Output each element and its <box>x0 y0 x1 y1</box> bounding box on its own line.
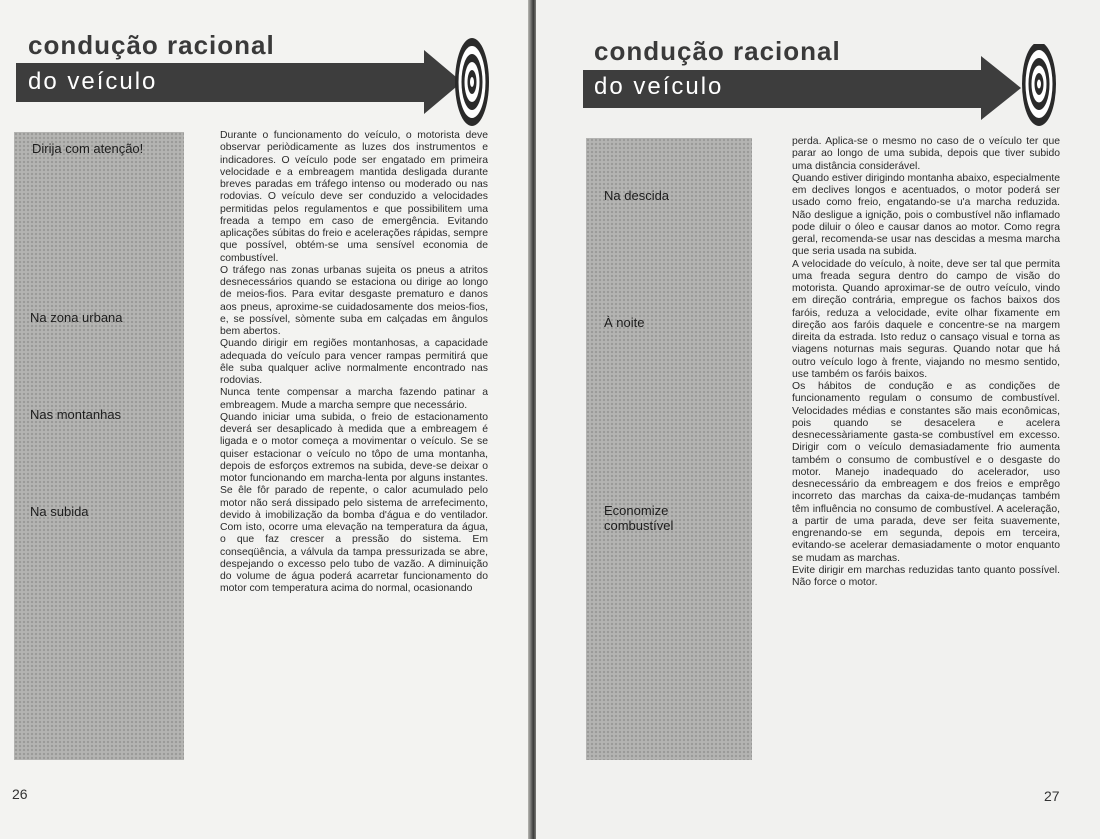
paragraph: A velocidade do veículo, à noite, deve ser tal que permita uma freada segura dentro do campo de visão do motorista. Quando aproximar-se de outro veículo, vindo em direção contrária, empregue os fachos baixos dos faróis, reduza a velocidade, evite olhar fixamente em direção aos faróis daquele e concentre-se na margem direita da estrada. Isto reduz o cansaço visual e torna as viagens noturnas mais seguras. Quando notar que há outro veículo logo à frente, viajando no mesmo sentido, use também os faróis baixos. <box>792 258 1060 380</box>
right-page <box>536 0 1100 839</box>
page-number: 27 <box>1044 788 1060 804</box>
paragraph: Quando estiver dirigindo montanha abaixo, especialmente em declives longos e acentuados, o motor poderá ser usado como freio, engatando-se u'a marcha reduzida. Não desligue a ignição, pois o combustível não inflamado pode diluir o óleo e causar danos ao motor. Como regra geral, recomenda-se usar nas descidas a mesma marcha que seria usada na subida. <box>792 172 1061 258</box>
target-icon <box>1022 44 1056 126</box>
side-head-montanhas: Nas montanhas <box>30 407 122 422</box>
paragraph: perda. Aplica-se o mesmo no caso de o veículo ter que parar ao longo de uma subida, depois que tiver subido uma distância considerável. <box>792 136 1060 172</box>
sidebar-column <box>14 132 184 760</box>
side-head-subida: Na subida <box>30 504 89 519</box>
target-icon <box>455 38 489 126</box>
paragraph: O tráfego nas zonas urbanas sujeita os pneus a atritos desnecessários quando se estaciona ou dirige ao longo de meios-fios. Para evitar desgaste prematuro e danos aos pneus, aproxime-se cuidadosamente dos meios-fios, e, se possível, sòmente suba em calçadas em ângulos bem abertos. <box>220 264 488 337</box>
paragraph: Quando iniciar uma subida, o freio de estacionamento deverá ser desaplicado à medida que a embreagem é ligada e o motor começa a movimentar o veículo. Se se quiser estacionar o veículo no tôpo de uma montanha, depois de esforços extremos na subida, deve-se deixar o motor funcionando em marcha-lenta por alguns instantes. Se êle fôr parado de repente, o calor acumulado pelo motor não será dissipado pelo sistema de arrefecimento, devido à imobilização da bomba d'água e do ventilador. Com isto, ocorre uma elevação na temperatura da água, o que faz crescer a pressão do sistema. Em conseqüência, a válvula da tampa pressurizada se abre, despejando o excesso pelo tubo de vazão. A diminuição do volume de água poderá acarretar funcionamento do motor com temperatura acima do normal, ocasionando <box>220 411 488 595</box>
paragraph: Nunca tente compensar a marcha fazendo patinar a embreagem. Mude a marcha sempre que necessário. <box>220 387 488 411</box>
side-head-noite: À noite <box>604 315 645 330</box>
side-head-descida: Na descida <box>604 188 670 203</box>
paragraph: Quando dirigir em regiões montanhosas, a capacidade adequada do veículo para vencer rampas permitirá que êle suba qualquer aclive normalmente encontrado nas rodovias. <box>220 338 488 386</box>
paragraph: Durante o funcionamento do veículo, o motorista deve observar periòdicamente as luzes dos instrumentos e indicadores. O veículo pode ser engatado em primeira velocidade e a embreagem mantida desligada durante breves paradas em tráfego intenso ou moderado ou nas rodovias. O veículo deve ser conduzido a velocidades permitidas pelos regulamentos e que possibilitem uma freada a tempo em caso de emergência. Evitando aplicações súbitas do freio e acelerações rápidas, sempre que possível, obtém-se uma sensível economia de combustível. <box>220 130 488 264</box>
title-line-2: do veículo <box>28 68 158 95</box>
title-line-1: condução racional <box>28 30 275 60</box>
body-text-left <box>220 130 488 596</box>
side-head-economize: Economize combustível <box>604 503 674 533</box>
side-head-atencao: Dirija com atenção! <box>32 141 144 156</box>
page-number: 26 <box>12 786 28 802</box>
title-line-2: do veículo <box>594 73 724 100</box>
left-page <box>0 0 532 839</box>
body-text-right <box>792 136 1060 589</box>
title-line-1: condução racional <box>594 36 841 66</box>
paragraph: Os hábitos de condução e as condições de funcionamento regulam o consumo de combustível. Velocidades médias e constantes são mais econômicas, pois quando se desacelera e acelera desnecessàriamente gasta-se combustível em excesso. Dirigir com o veículo demasiadamente frio aumenta também o consumo de combustível e o desgaste do motor. Manejo inadequado do acelerador, uso desnecessário da embreagem e dos freios e emprêgo incorreto das marchas da caixa-de-mudanças também têm influência no consumo de combustível. A aceleração, a partir de uma parada, deve ser feita suavemente, engrenando-se em segunda, depois em terceira, evitando-se acelerar demasiadamente o motor enquanto se mudam as marchas. <box>792 381 1060 564</box>
paragraph: Evite dirigir em marchas reduzidas tanto quanto possível. Não force o motor. <box>792 564 1060 588</box>
side-head-zona-urbana: Na zona urbana <box>30 310 123 325</box>
sidebar-column <box>586 138 752 760</box>
